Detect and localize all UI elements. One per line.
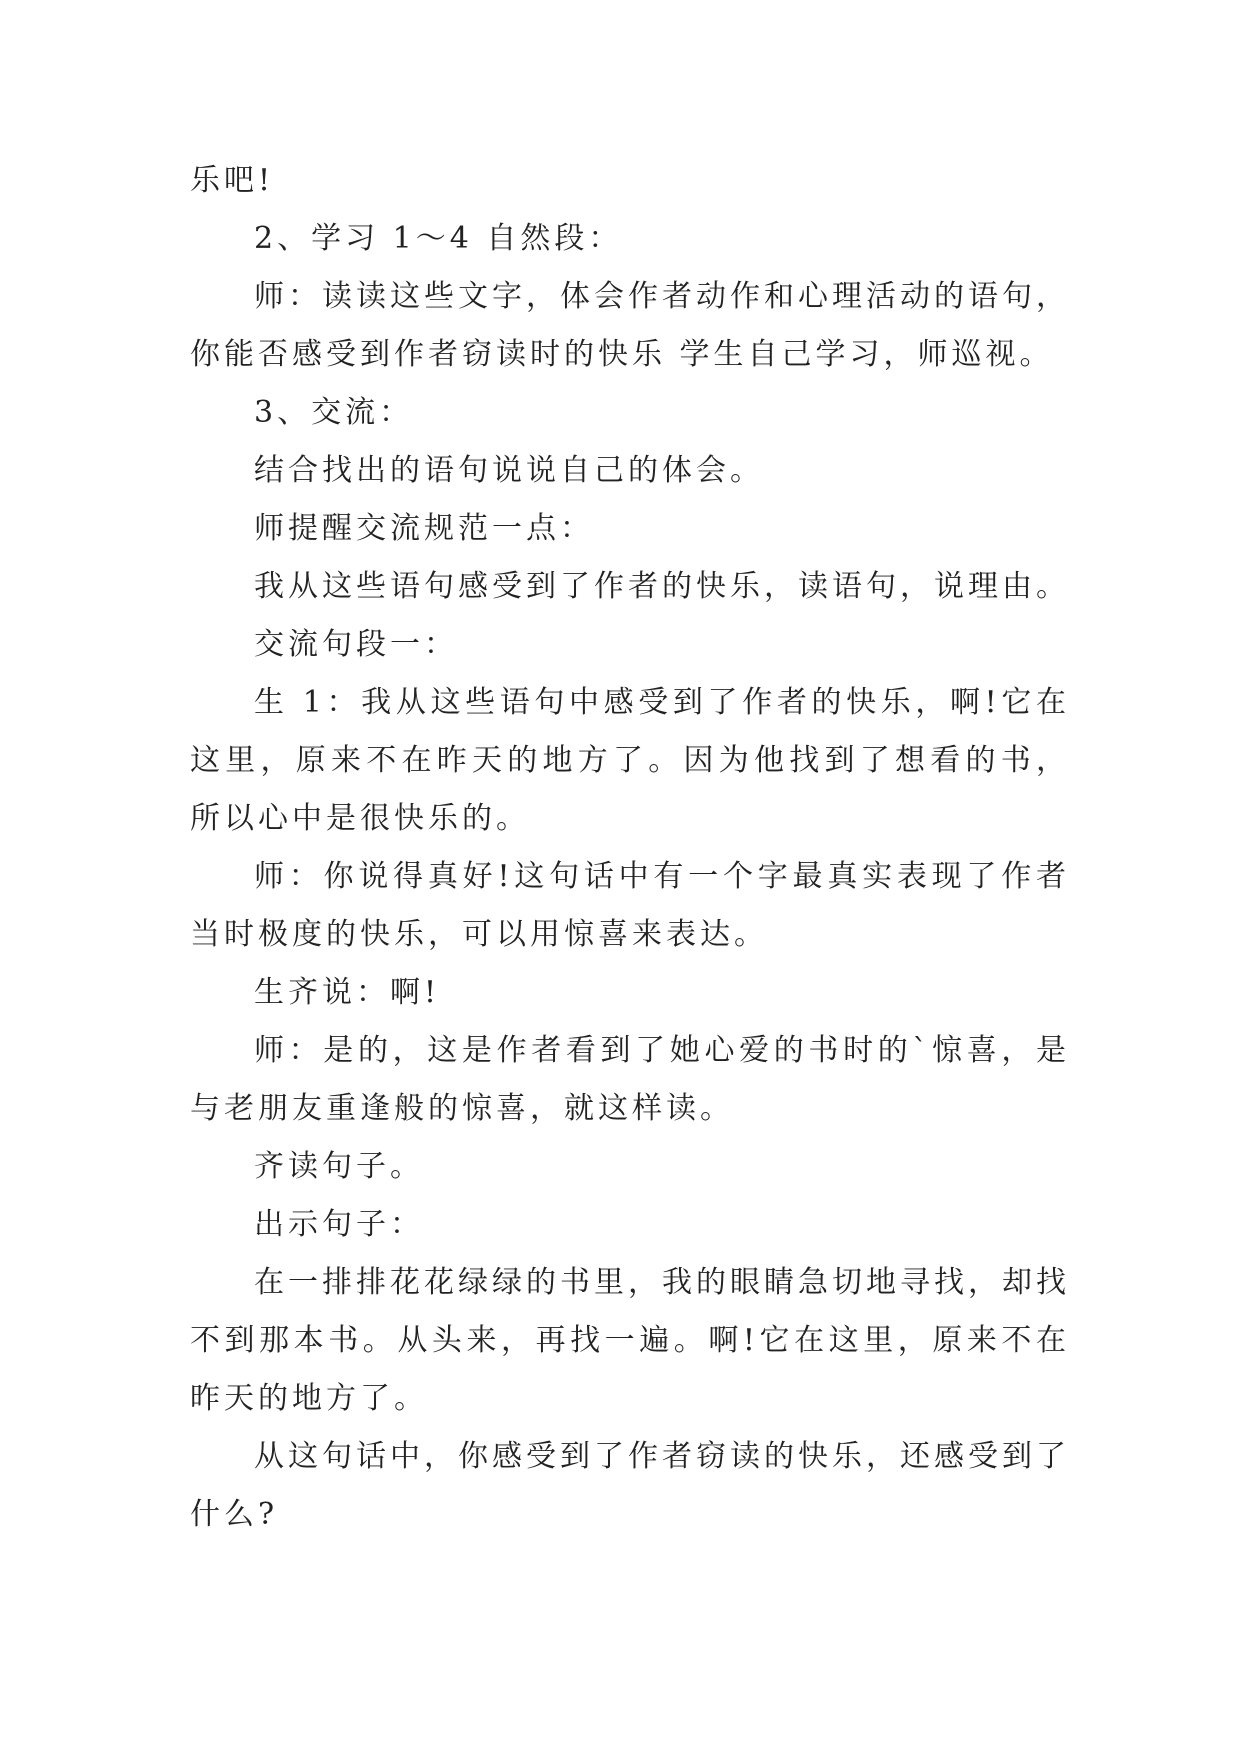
paragraph-10: 师：你说得真好!这句话中有一个字最真实表现了作者当时极度的快乐，可以用惊喜来表达。 (190, 859, 1070, 952)
paragraph-15: 在一排排花花绿绿的书里，我的眼睛急切地寻找，却找不到那本书。从头来，再找一遍。啊!它在这里，原来不在昨天的地方了。 (190, 1265, 1070, 1416)
paragraph-16: 从这句话中，你感受到了作者窃读的快乐，还感受到了什么? (190, 1439, 1070, 1532)
paragraph-12: 师：是的，这是作者看到了她心爱的书时的`惊喜，是与老朋友重逢般的惊喜，就这样读。 (190, 1033, 1070, 1126)
paragraph-13: 齐读句子。 (254, 1149, 424, 1184)
paragraph-14: 出示句子： (254, 1207, 424, 1242)
paragraph-8: 交流句段一： (254, 627, 458, 662)
paragraph-6: 师提醒交流规范一点： (254, 511, 594, 546)
paragraph-3: 师：读读这些文字，体会作者动作和心理活动的语句，你能否感受到作者窃读时的快乐 学生自己学习，师巡视。 (190, 279, 1070, 372)
paragraph-4: 3、交流： (254, 395, 414, 430)
paragraph-1: 乐吧! (190, 163, 275, 198)
document-body (190, 152, 1070, 1544)
paragraph-7: 我从这些语句感受到了作者的快乐，读语句，说理由。 (254, 569, 1070, 604)
paragraph-5: 结合找出的语句说说自己的体会。 (254, 453, 764, 488)
paragraph-11: 生齐说：啊! (254, 975, 441, 1010)
paragraph-2: 2、学习 1～4 自然段： (254, 221, 623, 256)
paragraph-9: 生 1：我从这些语句中感受到了作者的快乐，啊!它在这里，原来不在昨天的地方了。因为他找到了想看的书，所以心中是很快乐的。 (190, 685, 1070, 836)
